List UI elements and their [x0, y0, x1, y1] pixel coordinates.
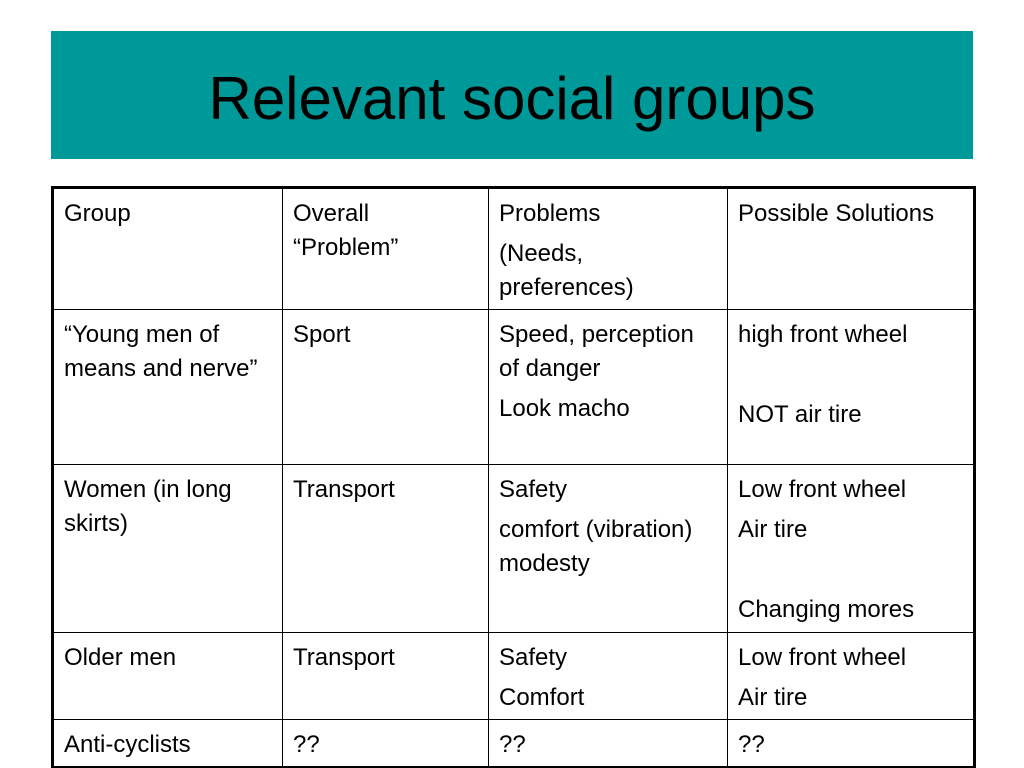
- cell-paragraph: Sport: [293, 321, 351, 348]
- cell-paragraph: Transport: [293, 644, 395, 671]
- cell-group: [53, 720, 283, 768]
- cell-problems: [489, 720, 728, 768]
- cell-group: [53, 310, 283, 465]
- header-cell-possible-solutions: [728, 188, 975, 310]
- table-body: [53, 188, 975, 768]
- cell-overall-problem: [283, 720, 489, 768]
- cell-paragraph: ??: [738, 731, 765, 758]
- cell-group: [53, 633, 283, 720]
- cell-paragraph: Overall “Problem”: [293, 200, 399, 261]
- cell-paragraph: Safety: [499, 476, 568, 503]
- table-row: [53, 310, 975, 465]
- cell-possible-solutions: [728, 465, 975, 633]
- cell-group: [53, 465, 283, 633]
- cell-paragraph: (Needs, preferences): [499, 240, 634, 301]
- cell-possible-solutions: [728, 633, 975, 720]
- table-header-row: [53, 188, 975, 310]
- cell-paragraph: ??: [293, 731, 320, 758]
- table-row: [53, 633, 975, 720]
- cell-paragraph: [738, 553, 963, 587]
- cell-possible-solutions: [728, 720, 975, 768]
- social-groups-table: [51, 186, 976, 768]
- cell-overall-problem: [283, 633, 489, 720]
- cell-paragraph: NOT air tire: [738, 401, 862, 428]
- cell-paragraph: Possible Solutions: [738, 200, 935, 227]
- cell-paragraph: Women (in long skirts): [64, 476, 232, 537]
- cell-paragraph: [738, 358, 963, 392]
- cell-paragraph: Speed, perception of danger: [499, 321, 694, 382]
- cell-paragraph: high front wheel: [738, 321, 908, 348]
- cell-paragraph: Changing mores: [738, 596, 915, 623]
- cell-paragraph: Anti-cyclists: [64, 731, 191, 758]
- cell-paragraph: Problems: [499, 200, 601, 227]
- cell-overall-problem: [283, 310, 489, 465]
- header-cell-problems: [489, 188, 728, 310]
- cell-problems: [489, 310, 728, 465]
- cell-paragraph: Low front wheel: [738, 644, 907, 671]
- table-row: [53, 465, 975, 633]
- title-bar: [51, 31, 973, 159]
- cell-paragraph: Air tire: [738, 684, 808, 711]
- cell-paragraph: Look macho: [499, 395, 630, 422]
- cell-overall-problem: [283, 465, 489, 633]
- header-cell-overall-problem: [283, 188, 489, 310]
- cell-paragraph: Air tire: [738, 516, 808, 543]
- cell-problems: [489, 633, 728, 720]
- cell-problems: [489, 465, 728, 633]
- cell-paragraph: Low front wheel: [738, 476, 907, 503]
- cell-possible-solutions: [728, 310, 975, 465]
- cell-paragraph: Comfort: [499, 684, 585, 711]
- slide-title: Relevant social groups: [208, 64, 816, 132]
- cell-paragraph: Group: [64, 200, 131, 227]
- cell-paragraph: comfort (vibration) modesty: [499, 516, 693, 577]
- cell-paragraph: “Young men of means and nerve”: [64, 321, 258, 382]
- table-row: [53, 720, 975, 768]
- header-cell-group: [53, 188, 283, 310]
- cell-paragraph: ??: [499, 731, 526, 758]
- cell-paragraph: Transport: [293, 476, 395, 503]
- cell-paragraph: Safety: [499, 644, 568, 671]
- cell-paragraph: Older men: [64, 644, 177, 671]
